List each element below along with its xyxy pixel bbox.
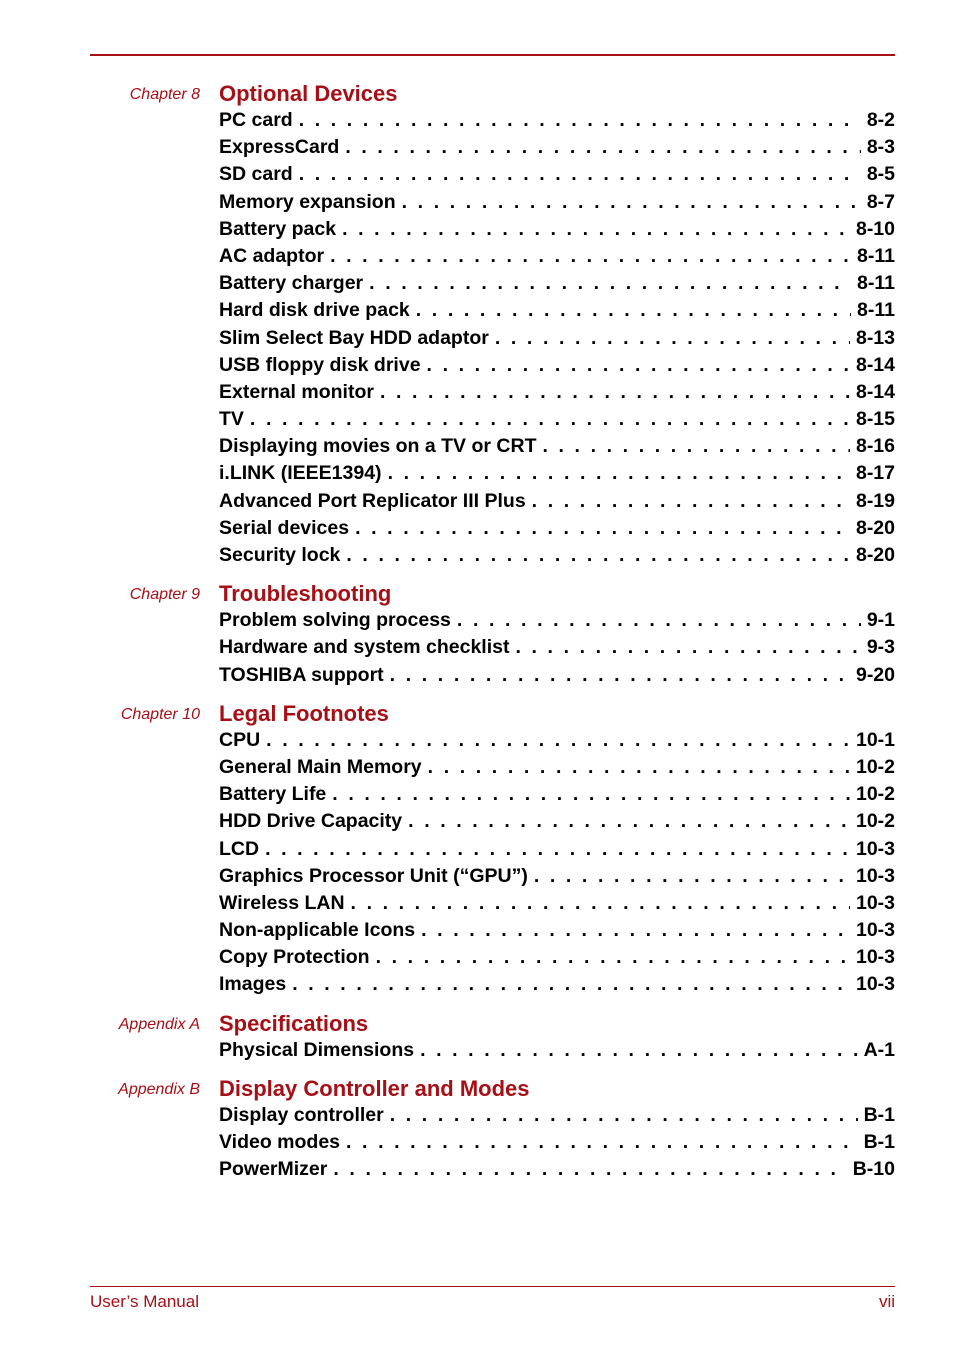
toc-entry-page: 10-3 — [855, 919, 895, 942]
toc-entry[interactable] — [219, 270, 895, 297]
dot-leader — [457, 607, 861, 634]
dot-leader — [299, 161, 861, 188]
table-of-contents — [0, 80, 954, 1194]
toc-entry-page: 10-3 — [855, 973, 895, 996]
toc-entry[interactable] — [219, 781, 895, 808]
dot-leader — [390, 662, 850, 689]
toc-section — [0, 580, 954, 689]
toc-entry-title: Display controller — [219, 1103, 384, 1126]
toc-entry-page: 9-1 — [866, 609, 895, 632]
toc-entry[interactable] — [219, 662, 895, 689]
toc-entry[interactable] — [219, 1129, 895, 1156]
toc-entry[interactable] — [219, 917, 895, 944]
chapter-label: Chapter 8 — [129, 86, 200, 103]
toc-entry-title: Copy Protection — [219, 946, 370, 969]
toc-entry-title: CPU — [219, 728, 261, 751]
toc-entry[interactable] — [219, 107, 895, 134]
dot-leader — [532, 488, 850, 515]
toc-section — [0, 700, 954, 999]
toc-entry[interactable] — [219, 189, 895, 216]
dot-leader — [408, 808, 850, 835]
toc-entry-title: Serial devices — [219, 516, 350, 539]
header-rule — [90, 54, 895, 56]
dot-leader — [380, 379, 850, 406]
toc-entry-page: 8-15 — [855, 408, 895, 431]
toc-entry-title: Images — [219, 973, 287, 996]
dot-leader — [427, 352, 850, 379]
toc-entry[interactable] — [219, 243, 895, 270]
toc-entry-title: PC card — [219, 109, 293, 131]
chapter-title[interactable]: Legal Footnotes — [219, 700, 389, 726]
footer-page-number: vii — [878, 1292, 895, 1311]
toc-entry-page: 8-17 — [855, 462, 895, 485]
toc-entry-page: 8-14 — [855, 353, 895, 376]
dot-leader — [542, 433, 849, 460]
toc-entry-page: B-1 — [863, 1103, 895, 1126]
toc-entry-title: Battery Life — [219, 783, 327, 806]
toc-entry-title: Physical Dimensions — [219, 1038, 415, 1061]
toc-entry-page: 8-5 — [866, 163, 895, 186]
toc-entry-title: Battery pack — [219, 217, 337, 240]
toc-entry-title: ExpressCard — [219, 136, 340, 159]
dot-leader — [495, 325, 850, 352]
dot-leader — [416, 297, 851, 324]
toc-entry[interactable] — [219, 488, 895, 515]
toc-entry-title: Battery charger — [219, 272, 364, 295]
dot-leader — [332, 781, 850, 808]
toc-entry-page: 8-11 — [857, 272, 895, 295]
toc-entry[interactable] — [219, 890, 895, 917]
toc-entry-page: 8-2 — [866, 109, 895, 131]
chapter-title[interactable]: Specifications — [219, 1010, 369, 1036]
toc-entry-page: 10-3 — [855, 837, 895, 860]
toc-entry-page: 8-14 — [855, 380, 895, 403]
toc-entry-page: 9-20 — [855, 663, 895, 686]
toc-entry-title: Slim Select Bay HDD adaptor — [219, 326, 489, 349]
toc-entry-page: 8-19 — [855, 489, 895, 512]
dot-leader — [534, 863, 850, 890]
toc-entry-page: 8-11 — [857, 299, 895, 322]
toc-entry-page: 10-3 — [855, 864, 895, 887]
toc-section — [0, 1010, 954, 1064]
toc-entry[interactable] — [219, 134, 895, 161]
dot-leader — [265, 836, 850, 863]
dot-leader — [428, 754, 850, 781]
toc-entry-title: Memory expansion — [219, 190, 396, 213]
toc-entry[interactable] — [219, 727, 895, 754]
toc-entry[interactable] — [219, 542, 895, 569]
dot-leader — [266, 727, 850, 754]
toc-entry[interactable] — [219, 352, 895, 379]
toc-entry-page: 10-2 — [855, 755, 895, 778]
dot-leader — [346, 1129, 858, 1156]
chapter-label: Chapter 10 — [120, 705, 200, 723]
toc-entry[interactable] — [219, 1156, 895, 1183]
dot-leader — [376, 944, 850, 971]
toc-entry-title: AC adaptor — [219, 244, 325, 267]
toc-entry[interactable] — [219, 754, 895, 781]
dot-leader — [292, 971, 850, 998]
toc-entry-title: Problem solving process — [219, 609, 451, 632]
toc-entry[interactable] — [219, 607, 895, 634]
toc-entry[interactable] — [219, 379, 895, 406]
toc-entry[interactable] — [219, 406, 895, 433]
dot-leader — [390, 1102, 858, 1129]
toc-entry-page: 10-2 — [855, 783, 895, 806]
toc-entry-title: Non-applicable Icons — [219, 919, 416, 942]
toc-entry-title: SD card — [219, 163, 293, 186]
toc-entry[interactable] — [219, 515, 895, 542]
toc-entry-title: HDD Drive Capacity — [219, 810, 403, 833]
toc-entry-page: 10-1 — [855, 728, 895, 751]
toc-entry-title: USB floppy disk drive — [219, 353, 421, 376]
toc-entry-title: Graphics Processor Unit (“GPU”) — [219, 864, 528, 887]
toc-entry[interactable] — [219, 634, 895, 661]
chapter-title[interactable]: Troubleshooting — [219, 581, 392, 607]
toc-entry-page: 8-7 — [866, 190, 895, 213]
toc-entry-title: Security lock — [219, 544, 341, 566]
toc-entry-title: Hard disk drive pack — [219, 299, 410, 322]
toc-entry[interactable] — [219, 808, 895, 835]
dot-leader — [388, 460, 850, 487]
toc-entry[interactable] — [219, 460, 895, 487]
toc-entry[interactable] — [219, 297, 895, 324]
dot-leader — [346, 542, 850, 569]
chapter-title[interactable]: Display Controller and Modes — [219, 1075, 530, 1101]
dot-leader — [369, 270, 851, 297]
toc-entry-title: TV — [219, 408, 244, 431]
dot-leader — [351, 890, 850, 917]
dot-leader — [515, 634, 860, 661]
dot-leader — [250, 406, 850, 433]
toc-entry[interactable] — [219, 944, 895, 971]
dot-leader — [420, 1037, 858, 1064]
dot-leader — [402, 189, 861, 216]
toc-entry-page: 8-3 — [866, 136, 895, 159]
dot-leader — [355, 515, 850, 542]
toc-entry-title: General Main Memory — [219, 755, 422, 778]
toc-entry-page: 8-11 — [857, 244, 895, 267]
toc-entry-page: 8-16 — [855, 435, 895, 458]
toc-entry[interactable] — [219, 216, 895, 243]
toc-entry[interactable] — [219, 325, 895, 352]
toc-entry-page: 9-3 — [866, 636, 895, 659]
chapter-label: Chapter 9 — [129, 586, 200, 604]
toc-entry[interactable] — [219, 161, 895, 188]
toc-entry-title: Displaying movies on a TV or CRT — [219, 435, 537, 458]
toc-entry-title: LCD — [219, 837, 260, 860]
toc-section — [0, 1075, 954, 1184]
footer-manual-title: User’s Manual — [90, 1292, 199, 1311]
footer-rule — [90, 1286, 895, 1287]
toc-entry[interactable] — [219, 1037, 895, 1064]
toc-entry-page: 8-10 — [855, 217, 895, 240]
chapter-label: Appendix B — [118, 1080, 200, 1098]
toc-entry[interactable] — [219, 863, 895, 890]
toc-section — [0, 80, 954, 569]
toc-entry-page: 8-20 — [855, 544, 895, 566]
toc-entry-page: B-10 — [852, 1158, 895, 1181]
dot-leader — [333, 1156, 846, 1183]
toc-entry-page: 10-2 — [855, 810, 895, 833]
toc-entry-title: Hardware and system checklist — [219, 636, 510, 659]
toc-entry-title: PowerMizer — [219, 1158, 328, 1181]
dot-leader — [345, 134, 860, 161]
toc-entry-page: 10-3 — [855, 891, 895, 914]
toc-entry-title: Advanced Port Replicator III Plus — [219, 489, 526, 512]
toc-entry-title: Video modes — [219, 1131, 341, 1153]
dot-leader — [342, 216, 850, 243]
dot-leader — [299, 107, 861, 134]
toc-entry-title: i.LINK (IEEE1394) — [219, 462, 382, 485]
toc-entry[interactable] — [219, 836, 895, 863]
toc-entry-title: External monitor — [219, 380, 374, 403]
chapter-label: Appendix A — [118, 1015, 200, 1033]
toc-entry-page: A-1 — [863, 1038, 895, 1061]
toc-entry[interactable] — [219, 433, 895, 460]
dot-leader — [330, 243, 851, 270]
chapter-title[interactable]: Optional Devices — [219, 81, 398, 106]
toc-entry-title: Wireless LAN — [219, 891, 345, 914]
toc-entry-page: 8-13 — [855, 326, 895, 349]
toc-entry-title: TOSHIBA support — [219, 663, 384, 686]
toc-entry[interactable] — [219, 1102, 895, 1129]
toc-entry-page: 8-20 — [855, 516, 895, 539]
toc-entry[interactable] — [219, 971, 895, 998]
dot-leader — [421, 917, 850, 944]
toc-entry-page: B-1 — [863, 1131, 895, 1153]
toc-entry-page: 10-3 — [855, 946, 895, 969]
